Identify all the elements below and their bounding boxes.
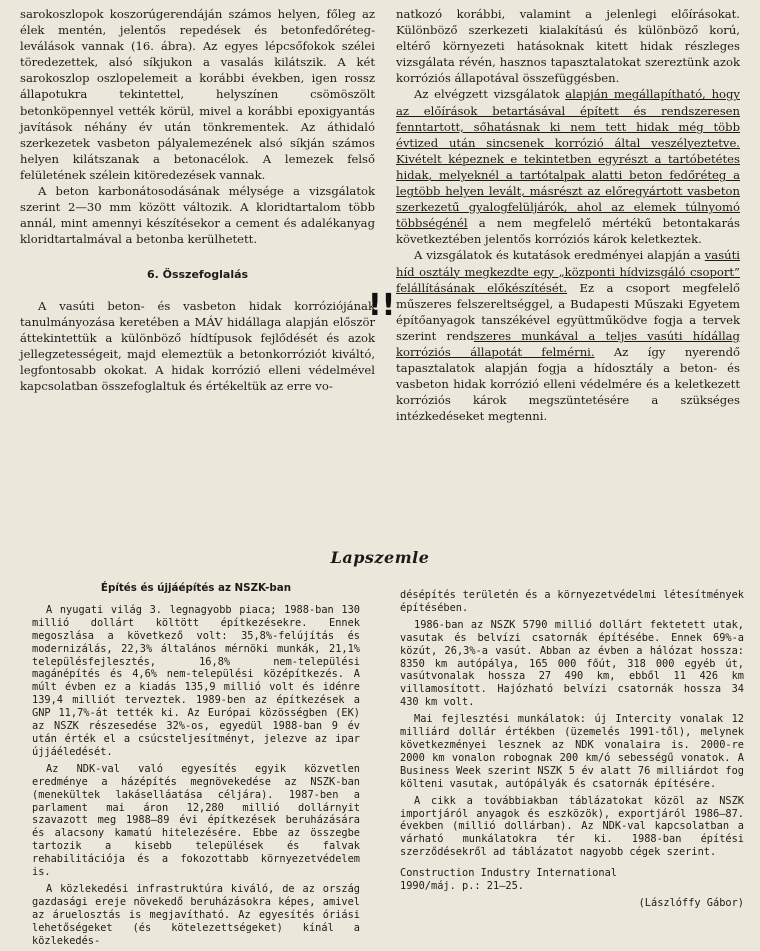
review-article-title: Építés és újjáépítés az NSZK-ban <box>100 582 292 594</box>
review-paragraph: A cikk a továbbiakban táblázatokat közöl az NSZK importjáról anyagok és eszközök), exportjáról 1986—87. években (millió dollárban). Az NDK-val kapcsolatban a várható munkálatokra tér ki. 1988-ban építési szerződésekről ad táblázatot nagyobb cégek szerint. <box>400 794 744 859</box>
underlined-passage: vasúti híd osztály megkezdte egy „központi hídvizsgáló csoport” felállításának előkészítését. <box>396 248 740 295</box>
text-run: Az így nyerendő tapasztalatok alapján fogja a hídosztály a beton- és vasbeton hidak korrózió elleni védelmére és a keletkezett korróziós károk megszüntetésére a szükséges intézkedéseket megtenni. <box>396 344 740 424</box>
underlined-passage: szeres munkával a teljes vasúti hídállag korróziós állapotát felmérni. <box>396 328 740 359</box>
margin-marker: !! <box>368 288 396 323</box>
review-source <box>400 867 744 893</box>
review-column-left <box>32 582 360 951</box>
body-paragraph: A beton karbonátosodásának mélysége a vizsgálatok szerint 2—30 mm között változik. A kloridtartalom több annál, mint amennyi készítésekor a cement és adalékanyag kloridtartalmával a betonba kerülhetett. <box>20 184 375 247</box>
body-paragraph: sarokoszlopok koszorúgerendáján számos helyen, főleg az élek mentén, jelentős repedések és betonfedőréteg-leválások vannak (16. ábra). Az egyes lépcsőfokok szélei töredezettek, alsó síkjukon a vasalás kilátszik. A két sarokoszlop oszlopelemeit a korábbi években, igen rossz állapotukra tekintettel, helyszínen csömöszölt betonköpennyel vették körül, mivel a korábbi epoxigyantás javítások néhány év után tönkrementek. Az áthidaló szerkezetek vasbeton pályalemezének alsó síkján számos helyen kilátszanak a betonacélok. A lemezek felső felületének szélein kitöredezések vannak. <box>20 7 375 182</box>
article-column-left <box>20 6 375 394</box>
underlined-passage: alapján megállapítható, hogy az előírások betartásával épített és rendszeresen fenntartott, sőhatásnak ki nem tett hidak még több évtized után sincsenek korrózió által veszélyeztetve. Kivételt képeznek e tekintetben egyrészt a tartóbetétes hidak, melyeknél a tartótalpak alatti beton fedőréteg a legtöbb helyen levált, másrészt az előregyártott vasbeton szerkezetű gyalogfelüljárók, ahol az elemek túlnyomó többségénél <box>396 87 740 231</box>
source-issue: 1990/máj. p.: 21—25. <box>400 880 524 893</box>
text-run: a nem megfelelő mértékű betontakarás következtében jelentős korróziós károk keletkeztek. <box>396 216 740 247</box>
body-paragraph: natkozó korábbi, valamint a jelenlegi előírásokat. Különböző szerkezeti kialakítású és különböző korú, eltérő környezeti hatásoknak kitett hidak részleges vizsgálata révén, hasznos tapasztalatokat szereztünk azok korróziós állapotával összefüggésben. <box>396 7 740 86</box>
review-paragraph: Mai fejlesztési munkálatok: új Intercity vonalak 12 milliárd dollár értékben (üzemelés 1991-től), melynek következményei lesznek az NDK vonalaira is. 2000-re 2000 km vonalon robognak 200 km/ó sebességű vonatok. A Business Week szerint NSZK 5 év alatt 76 milliárdot fog költeni vasutak, autópályák és csatornák építésére. <box>400 713 744 790</box>
review-paragraph: 1986-ban az NSZK 5790 millió dollárt fektetett utak, vasutak és belvízi csatornák építésébe. Ennek 69%-a közút, 26,3%-a vasút. Abban az évben a hálózat hossza: 8350 km autópálya, 165 000 főút, 318 000 egyéb út, vasútvonalak hossza 27 490 km, ebből 11 426 km villamosított. Hajózható belvízi csatornák hossza 34 430 km volt. <box>400 618 744 709</box>
article-column-right <box>396 6 740 424</box>
conclusion-paragraph <box>396 86 740 247</box>
review-paragraph: A közlekedési infrastruktúra kiváló, de az ország gazdasági ereje növekedő beruházásokra képes, amivel az áruelosztás is megjavítható. Az egyesítés óriási lehetőségeket (és kötelezettségeket) kínál a közlekedés- <box>32 882 360 947</box>
review-paragraph: Az NDK-val való egyesítés egyik közvetlen eredménye a házépítés megnövekedése az NSZK-ban (menekültek lakáselláatása céljára). 1987-ben a parlament mai áron 12,280 millió dollárnyit szavazott meg 1988—89 évi építkezések beruházására és alacsony kamatú hitelezésére. Ebbe az összegbe tartozik a kisebb települések és falvak rehabilitációja és a fokozottabb környezetvédelem is. <box>32 762 360 879</box>
review-paragraph: désépítés területén és a környezetvédelmi létesítmények építésében. <box>400 589 744 614</box>
review-author: (Lászlóffy Gábor) <box>638 896 744 909</box>
text-run: Ez a csoport megfelelő műszeres felszereltséggel, a Budapesti Műszaki Egyetem építőanyagok tanszékével együttműködve fogja a tervek szerint rend <box>396 280 741 343</box>
source-journal: Construction Industry International <box>400 867 617 880</box>
summary-paragraph: A vasúti beton- és vasbeton hidak korróziójának tanulmányozása keretében a MÁV hidállaga alapján először áttekintettük a különböző hídtípusok fejlődését és azok jellegzetességeit, majd elemeztük a betonkorróziót kiváltó, legfontosabb okokat. A hidak korrózió elleni védelmével kapcsolatban összefoglaltuk és értékeltük az erre vo- <box>20 298 375 393</box>
text-run: Az elvégzett vizsgálatok <box>414 87 566 102</box>
section-heading: 6. Összefoglalás <box>146 268 249 282</box>
text-run: A vizsgálatok és kutatások eredményei alapján a <box>414 248 705 263</box>
review-column-right <box>400 589 744 914</box>
outlook-paragraph <box>396 247 740 424</box>
review-paragraph: A nyugati világ 3. legnagyobb piaca; 1988-ban 130 millió dollárt költött építkezésekre. Ennek megoszlása a következő volt: 35,8%-felújítás és modernizálás, 22,3% általános mérnöki munkák, 21,1% településfejlesztés, 16,8% nem-települési magánépítés és 4,6% nem-települési középítkezés. A múlt évben ez a kiadás 135,9 millió volt és idénre 139,4 milliót terveztek. 1989-ben az építkezések a GNP 11,7%-át tették ki. Az Európai közösségben (EK) az NSZK részesedése 32%-os, egyedül 1988-ban 9 év után érték el a csúcsteljesítményt, jelezve az ipar újjáéledését. <box>32 603 360 758</box>
review-section-heading: Lapszemle <box>330 548 430 567</box>
